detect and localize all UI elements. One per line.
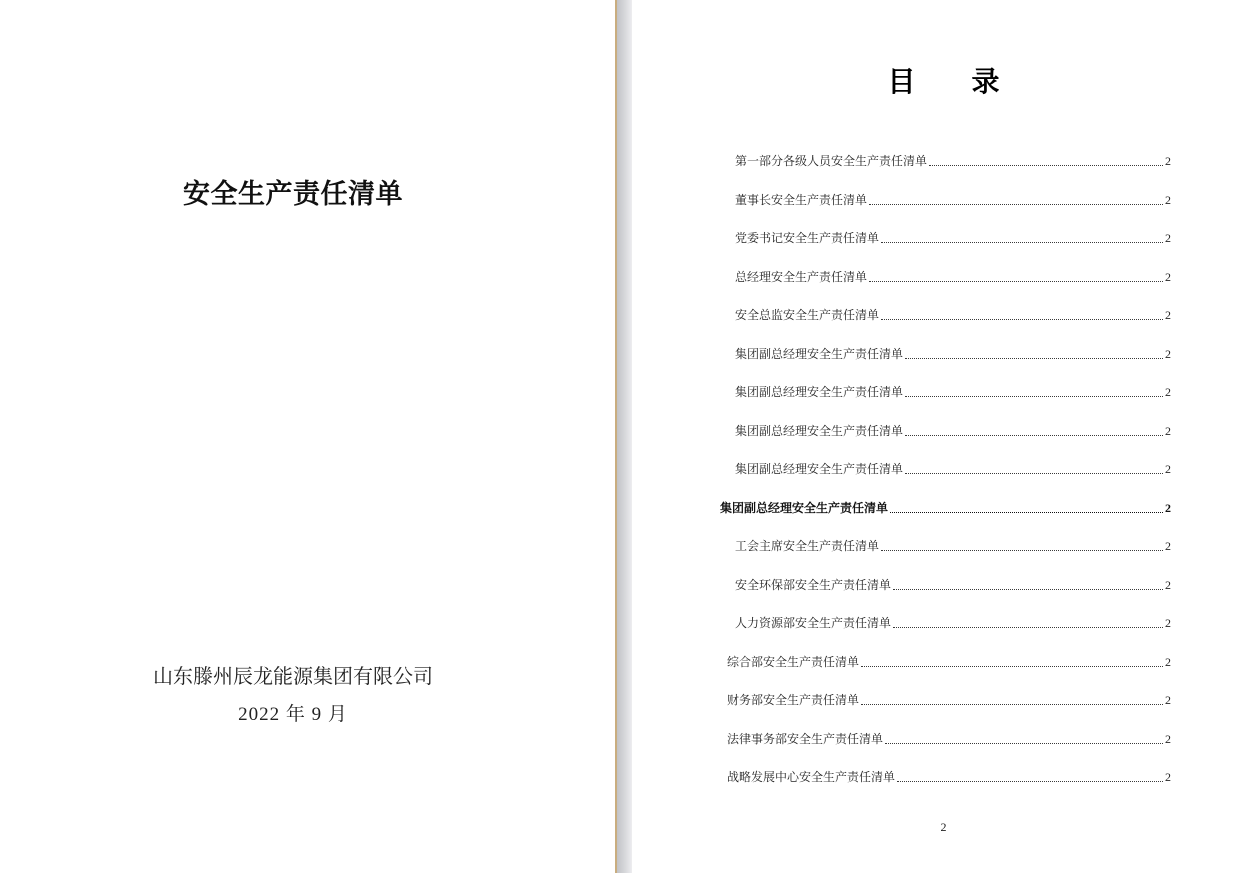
publish-date: 2022 年 9 月 bbox=[238, 704, 348, 725]
toc-entry-page: 2 bbox=[1165, 154, 1171, 168]
toc-entry-label: 战略发展中心安全生产责任清单 bbox=[727, 770, 896, 784]
toc-entry[interactable] bbox=[632, 154, 1171, 168]
toc-entry[interactable] bbox=[632, 732, 1171, 746]
toc-leader-dots bbox=[881, 550, 1163, 551]
toc-entry[interactable] bbox=[632, 539, 1171, 553]
toc-entry-page: 2 bbox=[1165, 654, 1171, 669]
toc-entry-label: 总经理安全生产责任清单 bbox=[735, 269, 868, 284]
toc-leader-dots bbox=[861, 666, 1163, 667]
toc-entry[interactable] bbox=[632, 347, 1171, 361]
toc-entry[interactable] bbox=[632, 424, 1171, 438]
toc-leader-dots bbox=[885, 743, 1163, 744]
page-divider bbox=[615, 0, 632, 873]
cover-content bbox=[0, 0, 586, 873]
toc-entry-label: 集团副总经理安全生产责任清单 bbox=[735, 423, 904, 438]
toc-leader-dots bbox=[905, 435, 1163, 436]
toc-leader-dots bbox=[905, 473, 1163, 474]
toc-entry-label: 人力资源部安全生产责任清单 bbox=[735, 616, 892, 630]
toc-entry[interactable] bbox=[632, 655, 1171, 669]
toc-leader-dots bbox=[897, 781, 1163, 782]
toc-entry[interactable] bbox=[632, 231, 1171, 245]
toc-entry[interactable] bbox=[632, 270, 1171, 284]
toc-entry-page: 2 bbox=[1165, 346, 1171, 361]
toc-entry-label: 法律事务部安全生产责任清单 bbox=[727, 731, 884, 746]
toc-entry[interactable] bbox=[632, 578, 1171, 592]
toc-heading: 目 录 bbox=[887, 67, 1000, 98]
toc-entry-label: 董事长安全生产责任清单 bbox=[735, 192, 868, 207]
toc-entry[interactable] bbox=[632, 193, 1171, 207]
toc-entry-page: 2 bbox=[1165, 693, 1171, 707]
toc-entry-label: 党委书记安全生产责任清单 bbox=[735, 231, 880, 245]
toc-entry[interactable] bbox=[632, 693, 1171, 707]
toc-leader-dots bbox=[893, 627, 1163, 628]
toc-entry-page: 2 bbox=[1165, 539, 1171, 553]
toc-entry[interactable] bbox=[632, 385, 1171, 399]
toc-leader-dots bbox=[905, 396, 1163, 397]
toc-entry-page: 2 bbox=[1165, 269, 1171, 284]
toc-entry-page: 2 bbox=[1165, 385, 1171, 399]
toc-entry-label: 综合部安全生产责任清单 bbox=[727, 654, 860, 669]
toc-entry-label: 集团副总经理安全生产责任清单 bbox=[735, 462, 904, 476]
toc-leader-dots bbox=[869, 204, 1163, 205]
toc-entry[interactable] bbox=[632, 501, 1171, 515]
toc-leader-dots bbox=[929, 165, 1163, 166]
toc-leader-dots bbox=[890, 512, 1163, 513]
toc-entry-page: 2 bbox=[1165, 616, 1171, 630]
toc-leader-dots bbox=[881, 319, 1163, 320]
document-title: 安全生产责任清单 bbox=[183, 179, 403, 209]
toc-leader-dots bbox=[861, 704, 1163, 705]
toc-entry-page: 2 bbox=[1165, 192, 1171, 207]
toc-entry-page: 2 bbox=[1165, 770, 1171, 784]
toc-entry-label: 安全环保部安全生产责任清单 bbox=[735, 577, 892, 592]
toc-list bbox=[632, 154, 1171, 809]
toc-page bbox=[632, 0, 1255, 873]
toc-entry-page: 2 bbox=[1165, 308, 1171, 322]
toc-leader-dots bbox=[881, 242, 1163, 243]
toc-entry-label: 第一部分各级人员安全生产责任清单 bbox=[735, 154, 928, 168]
toc-leader-dots bbox=[905, 358, 1163, 359]
cover-page bbox=[0, 0, 616, 873]
toc-leader-dots bbox=[893, 589, 1163, 590]
toc-entry-page: 2 bbox=[1165, 577, 1171, 592]
toc-entry-label: 集团副总经理安全生产责任清单 bbox=[735, 385, 904, 399]
toc-entry-label: 集团副总经理安全生产责任清单 bbox=[720, 500, 889, 515]
toc-entry-label: 工会主席安全生产责任清单 bbox=[735, 539, 880, 553]
company-name: 山东滕州辰龙能源集团有限公司 bbox=[153, 666, 433, 688]
toc-entry[interactable] bbox=[632, 616, 1171, 630]
toc-entry-label: 集团副总经理安全生产责任清单 bbox=[735, 346, 904, 361]
toc-entry-page: 2 bbox=[1165, 423, 1171, 438]
toc-leader-dots bbox=[869, 281, 1163, 282]
toc-entry[interactable] bbox=[632, 308, 1171, 322]
page-number: 2 bbox=[940, 820, 947, 834]
toc-entry-label: 安全总监安全生产责任清单 bbox=[735, 308, 880, 322]
toc-entry-label: 财务部安全生产责任清单 bbox=[727, 693, 860, 707]
toc-entry[interactable] bbox=[632, 770, 1171, 784]
toc-entry-page: 2 bbox=[1165, 500, 1171, 515]
toc-entry[interactable] bbox=[632, 462, 1171, 476]
toc-entry-page: 2 bbox=[1165, 462, 1171, 476]
toc-entry-page: 2 bbox=[1165, 731, 1171, 746]
toc-entry-page: 2 bbox=[1165, 231, 1171, 245]
